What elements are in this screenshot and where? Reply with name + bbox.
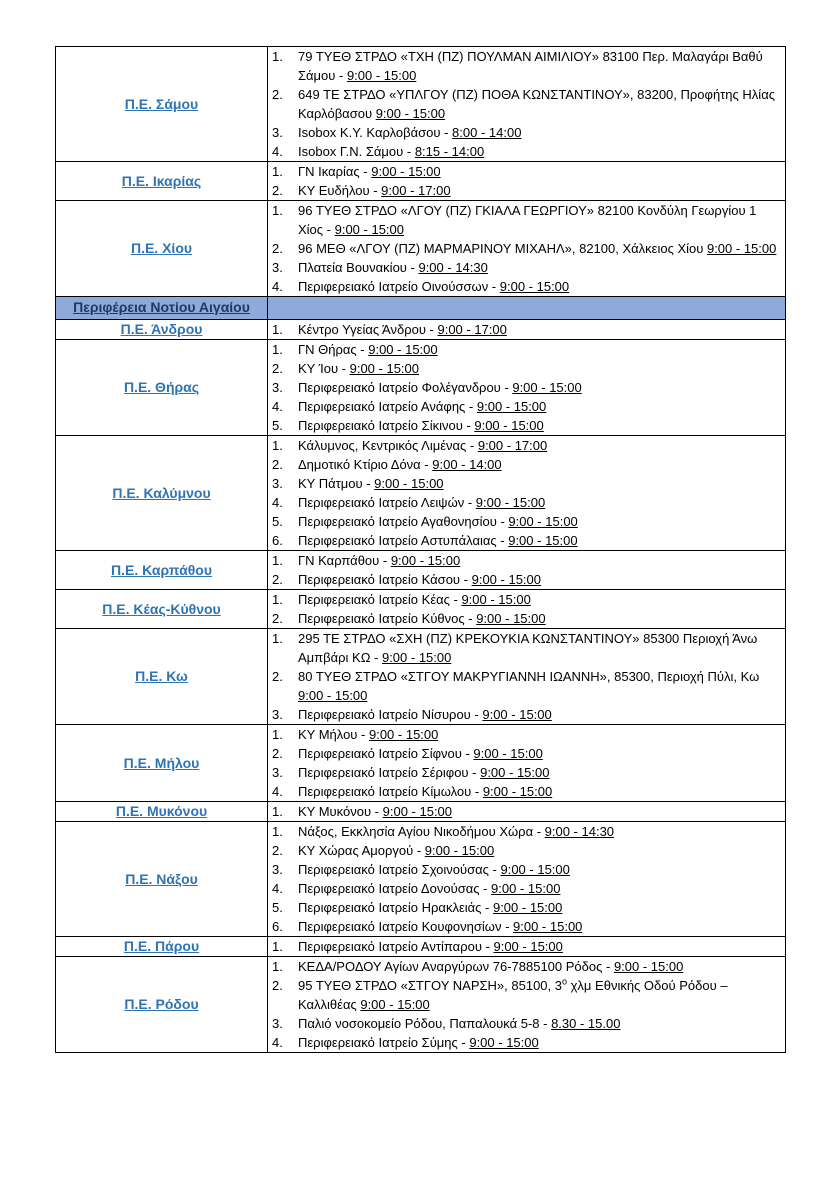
location-text-after: χλμ Εθνικής Οδού Ρόδου – Καλλιθέας bbox=[298, 978, 728, 1012]
location-hours: 9:00 - 15:00 bbox=[512, 380, 582, 395]
table-row bbox=[56, 162, 786, 201]
location-text: ΓΝ Καρπάθου - bbox=[298, 553, 391, 568]
region-link[interactable]: Π.Ε. Ρόδου bbox=[124, 996, 199, 1012]
location-hours: 9:00 - 17:00 bbox=[477, 438, 548, 453]
location-hours: 9:00 - 15:00 bbox=[613, 959, 684, 974]
list-item bbox=[268, 744, 785, 763]
location-hours: 9:00 - 15:00 bbox=[469, 1035, 539, 1050]
region-name-cell bbox=[56, 340, 268, 436]
list-item bbox=[268, 397, 785, 416]
location-text-superscript: ο bbox=[561, 976, 567, 987]
location-hours: 9:00 - 15:00 bbox=[492, 900, 563, 915]
location-hours: 9:00 - 15:00 bbox=[424, 843, 495, 858]
location-hours: 9:00 - 15:00 bbox=[360, 997, 430, 1012]
list-item bbox=[268, 474, 785, 493]
list-item bbox=[268, 1033, 785, 1052]
region-name-cell bbox=[56, 436, 268, 551]
location-text: 649 ΤΕ ΣΤΡΔΟ «ΥΠΛΓΟΥ (ΠΖ) ΠΟΘΑ ΚΩΝΣΤΑΝΤΙΝΟΥ», 83200, Προφήτης Ηλίας Καρλόβασου bbox=[298, 87, 775, 121]
table-row bbox=[56, 551, 786, 590]
location-hours: 9:00 - 15:00 bbox=[374, 476, 444, 491]
duty-stations-table bbox=[55, 46, 786, 1053]
region-name-cell bbox=[56, 162, 268, 201]
table-row bbox=[56, 725, 786, 802]
region-link[interactable]: Π.Ε. Καλύμνου bbox=[112, 484, 211, 501]
location-text: Περιφερειακό Ιατρείο Σίκινου - bbox=[298, 418, 475, 433]
location-text: ΚΥ Μυκόνου - bbox=[298, 804, 383, 819]
location-text: Περιφερειακό Ιατρείο Αντίπαρου - bbox=[298, 939, 494, 954]
locations-list bbox=[268, 47, 785, 161]
region-link[interactable]: Π.Ε. Κέας-Κύθνου bbox=[102, 600, 221, 617]
region-link[interactable]: Π.Ε. Χίου bbox=[130, 240, 193, 256]
location-hours: 9:00 - 15:00 bbox=[480, 765, 550, 780]
locations-list bbox=[268, 201, 785, 296]
location-hours: 8.30 - 15.00 bbox=[551, 1016, 621, 1031]
list-item bbox=[268, 320, 785, 339]
region-items-cell bbox=[268, 822, 786, 937]
location-text: ΚΥ Χώρας Αμοργού - bbox=[298, 843, 425, 858]
location-hours: 9:00 - 15:00 bbox=[368, 342, 438, 357]
location-hours: 9:00 - 15:00 bbox=[371, 164, 441, 179]
location-hours: 9:00 - 15:00 bbox=[368, 727, 439, 742]
location-text: Δημοτικό Κτίριο Δόνα - bbox=[298, 457, 433, 472]
table-row bbox=[56, 822, 786, 937]
location-text: 80 ΤΥΕΘ ΣΤΡΔΟ «ΣΤΓΟΥ ΜΑΚΡΥΓΙΑΝΝΗ ΙΩΑΝΝΗ», 85300, Περιοχή Πύλι, Κω bbox=[298, 669, 760, 684]
locations-list bbox=[268, 629, 785, 724]
list-item bbox=[268, 705, 785, 724]
location-text: 295 ΤΕ ΣΤΡΔΟ «ΣΧΗ (ΠΖ) ΚΡΕΚΟΥΚΙΑ ΚΩΝΣΤΑΝΤΙΝΟΥ» 85300 Περιοχή Άνω Αμπβάρι ΚΩ - bbox=[298, 631, 758, 665]
location-text: Περιφερειακό Ιατρείο Σίφνου - bbox=[298, 746, 474, 761]
location-text: Isobox Γ.Ν. Σάμου - bbox=[298, 144, 415, 159]
location-hours: 9:00 - 15:00 bbox=[298, 688, 368, 703]
region-items-cell bbox=[268, 937, 786, 957]
location-text: Περιφερειακό Ιατρείο Κίμωλου - bbox=[298, 784, 483, 799]
region-name-cell bbox=[56, 629, 268, 725]
list-item bbox=[268, 512, 785, 531]
list-item bbox=[268, 455, 785, 474]
location-hours: 9:00 - 15:00 bbox=[482, 784, 553, 799]
location-hours: 9:00 - 15:00 bbox=[334, 222, 404, 237]
region-name-cell bbox=[56, 47, 268, 162]
location-text: Περιφερειακό Ιατρείο Φολέγανδρου - bbox=[298, 380, 513, 395]
region-items-cell bbox=[268, 340, 786, 436]
location-hours: 9:00 - 15:00 bbox=[482, 707, 552, 722]
location-text: 96 ΤΥΕΘ ΣΤΡΔΟ «ΛΓΟΥ (ΠΖ) ΓΚΙΑΛΑ ΓΕΩΡΓΙΟΥ» 82100 Κονδύλη Γεωργίου 1 Χίος - bbox=[298, 203, 757, 237]
list-item bbox=[268, 162, 785, 181]
list-item bbox=[268, 609, 785, 628]
region-link[interactable]: Π.Ε. Κω bbox=[135, 668, 188, 684]
list-item bbox=[268, 898, 785, 917]
location-hours: 9:00 - 17:00 bbox=[437, 322, 507, 337]
list-item bbox=[268, 782, 785, 801]
location-hours: 9:00 - 15:00 bbox=[500, 862, 570, 877]
region-link[interactable]: Π.Ε. Μυκόνου bbox=[115, 803, 208, 819]
locations-list bbox=[268, 551, 785, 589]
region-link[interactable]: Π.Ε. Καρπάθου bbox=[111, 561, 212, 578]
location-text: Περιφερειακό Ιατρείο Νίσυρου - bbox=[298, 707, 483, 722]
section-header-label: Περιφέρεια Νοτίου Αιγαίου bbox=[73, 299, 250, 315]
location-text: Isobox Κ.Υ. Καρλοβάσου - bbox=[298, 125, 453, 140]
list-item bbox=[268, 123, 785, 142]
location-hours: 9:00 - 15:00 bbox=[475, 495, 546, 510]
location-hours: 9:00 - 15:00 bbox=[476, 611, 546, 626]
region-items-cell bbox=[268, 590, 786, 629]
list-item bbox=[268, 378, 785, 397]
table-row bbox=[56, 957, 786, 1053]
location-hours: 9:00 - 15:00 bbox=[381, 650, 452, 665]
region-name-cell bbox=[56, 590, 268, 629]
location-text: 96 ΜΕΘ «ΛΓΟΥ (ΠΖ) ΜΑΡΜΑΡΙΝΟΥ ΜΙΧΑΗΛ», 82100, Χάλκειος Χίου bbox=[298, 241, 707, 256]
region-name-cell bbox=[56, 802, 268, 822]
location-hours: 9:00 - 15:00 bbox=[375, 106, 446, 121]
list-item bbox=[268, 590, 785, 609]
table-row bbox=[56, 320, 786, 340]
location-text: Περιφερειακό Ιατρείο Αγαθονησίου - bbox=[298, 514, 509, 529]
region-items-cell bbox=[268, 162, 786, 201]
list-item bbox=[268, 841, 785, 860]
list-item bbox=[268, 142, 785, 161]
location-hours: 9:00 - 14:30 bbox=[418, 260, 488, 275]
location-hours: 9:00 - 15:00 bbox=[346, 68, 417, 83]
location-hours: 9:00 - 15:00 bbox=[508, 514, 578, 529]
table-row bbox=[56, 937, 786, 957]
list-item bbox=[268, 725, 785, 744]
locations-list bbox=[268, 802, 785, 821]
region-items-cell bbox=[268, 551, 786, 590]
location-hours: 9:00 - 15:00 bbox=[382, 804, 453, 819]
location-hours: 9:00 - 15:00 bbox=[508, 533, 578, 548]
list-item bbox=[268, 937, 785, 956]
location-text: Πλατεία Βουνακίου - bbox=[298, 260, 419, 275]
location-hours: 9:00 - 15:00 bbox=[473, 746, 543, 761]
list-item bbox=[268, 976, 785, 1014]
locations-list bbox=[268, 320, 785, 339]
location-text: ΚΥ Ευδήλου - bbox=[298, 183, 382, 198]
location-text: Περιφερειακό Ιατρείο Κέας - bbox=[298, 592, 462, 607]
list-item bbox=[268, 493, 785, 512]
list-item bbox=[268, 436, 785, 455]
list-item bbox=[268, 667, 785, 705]
location-hours: 9:00 - 15:00 bbox=[513, 919, 583, 934]
region-name-cell bbox=[56, 725, 268, 802]
location-text: Παλιό νοσοκομείο Ρόδου, Παπαλουκά 5-8 - bbox=[298, 1016, 552, 1031]
location-text: ΚΥ Ίου - bbox=[298, 361, 350, 376]
region-name-cell bbox=[56, 937, 268, 957]
location-text: Περιφερειακό Ιατρείο Σχοινούσας - bbox=[298, 862, 501, 877]
region-name-cell bbox=[56, 822, 268, 937]
location-hours: 9:00 - 15:00 bbox=[499, 279, 570, 294]
region-items-cell bbox=[268, 201, 786, 297]
section-header-row bbox=[56, 297, 786, 320]
list-item bbox=[268, 860, 785, 879]
location-hours: 9:00 - 14:00 bbox=[432, 457, 502, 472]
list-item bbox=[268, 85, 785, 123]
location-hours: 9:00 - 15:00 bbox=[476, 399, 547, 414]
locations-list bbox=[268, 340, 785, 435]
region-name-cell bbox=[56, 320, 268, 340]
list-item bbox=[268, 340, 785, 359]
location-hours: 9:00 - 15:00 bbox=[461, 592, 531, 607]
location-hours: 9:00 - 15:00 bbox=[706, 241, 777, 256]
list-item bbox=[268, 802, 785, 821]
table-row bbox=[56, 629, 786, 725]
table-row bbox=[56, 340, 786, 436]
location-text: Περιφερειακό Ιατρείο Λειψών - bbox=[298, 495, 476, 510]
table-row bbox=[56, 201, 786, 297]
region-items-cell bbox=[268, 436, 786, 551]
list-item bbox=[268, 570, 785, 589]
list-item bbox=[268, 879, 785, 898]
table-row bbox=[56, 802, 786, 822]
location-hours: 9:00 - 15:00 bbox=[493, 939, 563, 954]
location-text: Κέντρο Υγείας Άνδρου - bbox=[298, 322, 438, 337]
region-link[interactable]: Π.Ε. Ικαρίας bbox=[121, 172, 202, 189]
location-text: Περιφερειακό Ιατρείο Κάσου - bbox=[298, 572, 472, 587]
list-item bbox=[268, 47, 785, 85]
location-text: Περιφερειακό Ιατρείο Κουφονησίων - bbox=[298, 919, 514, 934]
table-row bbox=[56, 436, 786, 551]
region-items-cell bbox=[268, 802, 786, 822]
region-items-cell bbox=[268, 629, 786, 725]
location-hours: 9:00 - 15:00 bbox=[349, 361, 419, 376]
region-link[interactable]: Π.Ε. Θήρας bbox=[123, 379, 200, 395]
table-body bbox=[56, 47, 786, 1053]
region-link[interactable]: Π.Ε. Μήλου bbox=[123, 754, 200, 771]
region-name-cell bbox=[56, 957, 268, 1053]
region-link[interactable]: Π.Ε. Άνδρου bbox=[120, 321, 203, 337]
list-item bbox=[268, 201, 785, 239]
location-hours: 9:00 - 15:00 bbox=[471, 572, 541, 587]
location-hours: 8:00 - 14:00 bbox=[452, 125, 522, 140]
region-link[interactable]: Π.Ε. Νάξου bbox=[125, 870, 198, 887]
list-item bbox=[268, 917, 785, 936]
region-items-cell bbox=[268, 47, 786, 162]
location-hours: 9:00 - 15:00 bbox=[474, 418, 544, 433]
location-text: Κάλυμνος, Κεντρικός Λιμένας - bbox=[298, 438, 478, 453]
location-text: 95 ΤΥΕΘ ΣΤΡΔΟ «ΣΤΓΟΥ ΝΑΡΣΗ», 85100, 3 bbox=[298, 978, 562, 993]
location-hours: 8:15 - 14:00 bbox=[414, 144, 485, 159]
list-item bbox=[268, 181, 785, 200]
list-item bbox=[268, 629, 785, 667]
location-text: 79 ΤΥΕΘ ΣΤΡΔΟ «ΤΧΗ (ΠΖ) ΠΟΥΛΜΑΝ ΑΙΜΙΛΙΟΥ» 83100 Περ. Μαλαγάρι Βαθύ Σάμου - bbox=[298, 49, 763, 83]
location-text: Περιφερειακό Ιατρείο Οινούσσων - bbox=[298, 279, 500, 294]
region-items-cell bbox=[268, 725, 786, 802]
location-hours: 9:00 - 17:00 bbox=[381, 183, 451, 198]
location-text: Περιφερειακό Ιατρείο Κύθνος - bbox=[298, 611, 477, 626]
location-hours: 9:00 - 15:00 bbox=[491, 881, 561, 896]
table-row bbox=[56, 47, 786, 162]
locations-list bbox=[268, 725, 785, 801]
location-text: Περιφερειακό Ιατρείο Σύμης - bbox=[298, 1035, 470, 1050]
locations-list bbox=[268, 162, 785, 200]
location-text: ΚΕΔΑ/ΡΟΔΟΥ Αγίων Αναργύρων 76-7885100 Ρόδος - bbox=[298, 959, 614, 974]
list-item bbox=[268, 551, 785, 570]
list-item bbox=[268, 957, 785, 976]
location-text: Νάξος, Εκκλησία Αγίου Νικοδήμου Χώρα - bbox=[298, 824, 545, 839]
location-text: ΓΝ Θήρας - bbox=[298, 342, 369, 357]
location-text: Περιφερειακό Ιατρείο Αστυπάλαιας - bbox=[298, 533, 509, 548]
location-hours: 9:00 - 15:00 bbox=[390, 553, 461, 568]
location-text: ΚΥ Πάτμου - bbox=[298, 476, 375, 491]
location-text: ΓΝ Ικαρίας - bbox=[298, 164, 372, 179]
region-items-cell bbox=[268, 320, 786, 340]
region-name-cell bbox=[56, 201, 268, 297]
region-items-cell bbox=[268, 957, 786, 1053]
location-text: Περιφερειακό Ιατρείο Δονούσας - bbox=[298, 881, 492, 896]
region-link[interactable]: Π.Ε. Σάμου bbox=[124, 95, 199, 112]
locations-list bbox=[268, 957, 785, 1052]
section-header-empty-cell bbox=[268, 297, 786, 320]
table-row bbox=[56, 590, 786, 629]
location-text: Περιφερειακό Ιατρείο Σέριφου - bbox=[298, 765, 481, 780]
location-hours: 9:00 - 14:30 bbox=[544, 824, 615, 839]
list-item bbox=[268, 239, 785, 258]
locations-list bbox=[268, 937, 785, 956]
section-header-cell bbox=[56, 297, 268, 320]
location-text: ΚΥ Μήλου - bbox=[298, 727, 369, 742]
list-item bbox=[268, 359, 785, 378]
locations-list bbox=[268, 590, 785, 628]
list-item bbox=[268, 258, 785, 277]
locations-list bbox=[268, 822, 785, 936]
list-item bbox=[268, 416, 785, 435]
location-text: Περιφερειακό Ιατρείο Ηρακλειάς - bbox=[298, 900, 493, 915]
list-item bbox=[268, 763, 785, 782]
region-link[interactable]: Π.Ε. Πάρου bbox=[123, 938, 200, 954]
list-item bbox=[268, 531, 785, 550]
list-item bbox=[268, 1014, 785, 1033]
region-name-cell bbox=[56, 551, 268, 590]
location-text: Περιφερειακό Ιατρείο Ανάφης - bbox=[298, 399, 477, 414]
locations-list bbox=[268, 436, 785, 550]
list-item bbox=[268, 277, 785, 296]
list-item bbox=[268, 822, 785, 841]
